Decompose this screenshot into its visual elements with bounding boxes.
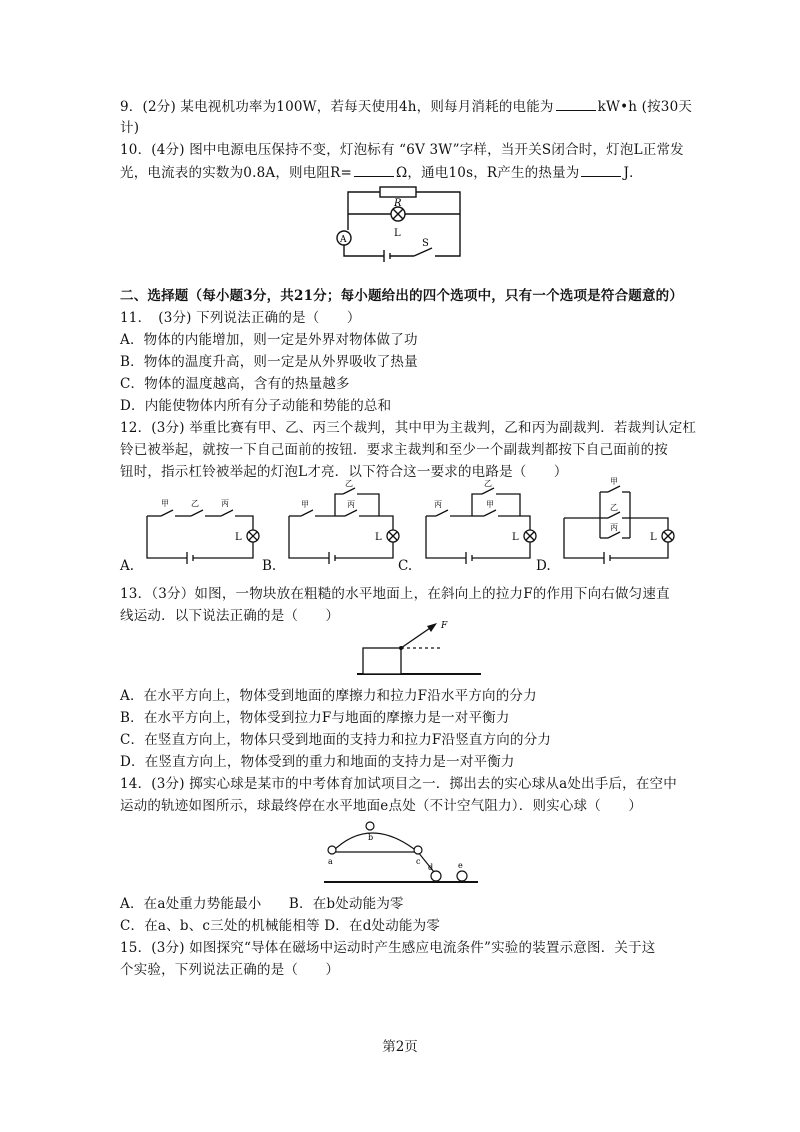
block [363, 648, 401, 674]
switch-jia [301, 510, 313, 516]
q13-line2: 线运动．以下说法正确的是（ ） [120, 608, 340, 624]
q12-option-c: C. [398, 558, 413, 574]
wire [335, 542, 393, 558]
q11-option-a: A．物体的内能增加，则一定是外界对物体做了功 [120, 332, 418, 348]
q10-wire-bottom-left [344, 245, 384, 256]
page-number: 第2页 [382, 1039, 418, 1055]
resistor-r [380, 187, 416, 197]
ball-a [328, 846, 336, 854]
q10-text-b: Ω，通电10s，R产生的热量为 [396, 165, 580, 181]
q10-line2 [120, 162, 643, 183]
label-yi: 乙 [345, 479, 353, 488]
q11-option-c: C．物体的温度越高，含有的热量越多 [120, 376, 350, 392]
q10-wire-top [348, 192, 460, 256]
arrowhead [427, 623, 437, 632]
switch-bing [608, 532, 620, 538]
q12-circuit-d [560, 478, 680, 568]
wire [379, 516, 393, 530]
label-jia: 甲 [610, 477, 618, 486]
q11-stem: 11． (3分) 下列说法正确的是（ ） [120, 310, 361, 326]
q11-option-d: D．内能使物体内所有分子动能和势能的总和 [120, 398, 392, 414]
label-l: L [394, 228, 401, 239]
label-d: d [428, 863, 434, 872]
q9-line1 [120, 96, 692, 117]
switch-s [414, 248, 432, 256]
force-point [399, 646, 403, 650]
wire [630, 518, 668, 530]
q10-blank-q [581, 162, 621, 177]
label-s: S [422, 238, 429, 249]
label-l: L [375, 532, 382, 543]
label-r: R [394, 198, 402, 209]
ball-c [414, 846, 422, 854]
q12-circuit-b [285, 480, 405, 568]
label-bing: 丙 [434, 500, 442, 509]
q9-text-a: 9．(2分) 某电视机功率为100W，若每天使用4h，则每月消耗的电能为 [120, 99, 554, 115]
section2-heading: 二、选择题（每小题3分，共21分；每小题给出的四个选项中，只有一个选项是符合题意的） [120, 288, 684, 304]
q12-line1: 12．(3分) 举重比赛有甲、乙、丙三个裁判，其中甲为主裁判，乙和丙为副裁判．若裁判认定杠 [120, 420, 697, 436]
switch-yi [482, 488, 494, 494]
q10-blank-r [354, 162, 394, 177]
wire [235, 516, 253, 530]
q9-blank [556, 96, 596, 111]
switch-yi [343, 488, 355, 494]
q14-options-row2: C．在a、b、c三处的机械能相等 D．在d处动能为零 [120, 918, 441, 934]
q13-option-c: C．在竖直方向上，物体只受到地面的支持力和拉力F沿竖直方向的分力 [120, 732, 552, 748]
q10-circuit-figure [330, 186, 470, 266]
switch-yi [191, 510, 203, 516]
q13-option-d: D．在竖直方向上，物体受到的重力和地面的支持力是一对平衡力 [120, 754, 515, 770]
switch-yi [608, 512, 620, 518]
q11-option-b: B．物体的温度升高，则一定是从外界吸收了热量 [120, 354, 418, 370]
q15-line2: 个实验，下列说法正确的是（ ） [120, 962, 340, 978]
q12-line2: 铃已被举起，就按一下自己面前的按钮．要求主裁判和至少一个副裁判都按下自己面前的按 [120, 442, 668, 458]
label-jia: 甲 [161, 499, 169, 508]
label-jia: 甲 [486, 500, 494, 509]
switch-jia [161, 510, 173, 516]
wire [520, 516, 530, 530]
force-line [401, 626, 433, 648]
q13-block-figure [355, 618, 485, 680]
q10-text-c: J． [623, 165, 643, 181]
wire [193, 542, 253, 558]
wire [610, 542, 668, 558]
wire [472, 542, 530, 558]
q14-line2: 运动的轨迹如图所示，球最终停在水平地面e点处（不计空气阻力）．则实心球（ ） [120, 798, 643, 814]
q13-option-a: A．在水平方向上，物体受到地面的摩擦力和拉力F沿水平方向的分力 [120, 688, 537, 704]
q12-circuit-c [422, 480, 542, 568]
ball-d [431, 871, 441, 881]
switch-bing [436, 510, 448, 516]
wire [147, 516, 187, 558]
wire [496, 494, 520, 516]
wire [357, 494, 379, 516]
label-b: b [368, 833, 374, 842]
switch-bing [345, 510, 357, 516]
label-c: c [416, 857, 421, 866]
wire [564, 518, 604, 558]
label-yi: 乙 [191, 499, 199, 508]
switch-jia [484, 510, 496, 516]
label-jia: 甲 [301, 500, 309, 509]
wire [472, 494, 482, 516]
label-l: L [512, 532, 519, 543]
label-bing: 丙 [221, 499, 229, 508]
label-f: F [441, 621, 448, 631]
switch-jia [608, 486, 620, 492]
label-l: L [235, 532, 242, 543]
q13-line1: 13．（3分）如图，一物块放在粗糙的水平地面上，在斜向上的拉力F的作用下向右做匀速直 [120, 586, 670, 602]
q14-trajectory-figure [322, 810, 482, 890]
q14-options-row1: A．在a处重力势能最小 B．在b处动能为零 [120, 896, 404, 912]
ball-e [457, 871, 467, 881]
wire [335, 494, 343, 516]
label-yi: 乙 [484, 479, 492, 488]
q15-line1: 15．(3分) 如图探究“导体在磁场中运动时产生感应电流条件”实验的装置示意图．关于这 [120, 940, 656, 956]
label-e: e [458, 861, 463, 870]
wire [289, 516, 329, 558]
q10-line1: 10．(4分) 图中电源电压保持不变，灯泡标有 “6V 3W”字样，当开关S闭合时，灯泡L正常发 [120, 142, 684, 158]
q13-option-b: B．在水平方向上，物体受到拉力F与地面的摩擦力是一对平衡力 [120, 710, 510, 726]
label-l: L [650, 532, 657, 543]
q9-line2: 计) [120, 120, 140, 136]
label-bing: 丙 [347, 500, 355, 509]
ball-b [366, 822, 374, 830]
label-bing: 丙 [610, 523, 618, 532]
q10-text-a: 光，电流表的实数为0.8A，则电阻R= [120, 165, 352, 181]
q12-circuit-a [135, 496, 265, 568]
q12-option-a: A. [120, 558, 135, 574]
switch-bing [221, 510, 233, 516]
q9-text-b: kW•h (按30天 [597, 99, 693, 115]
label-a: A [340, 235, 347, 245]
q14-line1: 14．(3分) 掷实心球是某市的中考体育加试项目之一．掷出去的实心球从a处出手后，在空中 [120, 776, 677, 792]
q12-line3: 钮时，指示杠铃被举起的灯泡L才亮．以下符合这一要求的电路是（ ） [120, 464, 568, 480]
label-a: a [328, 857, 333, 866]
wire [426, 516, 466, 558]
q12-option-b: B. [262, 558, 277, 574]
label-yi: 乙 [610, 503, 618, 512]
q12-option-d: D. [536, 558, 551, 574]
